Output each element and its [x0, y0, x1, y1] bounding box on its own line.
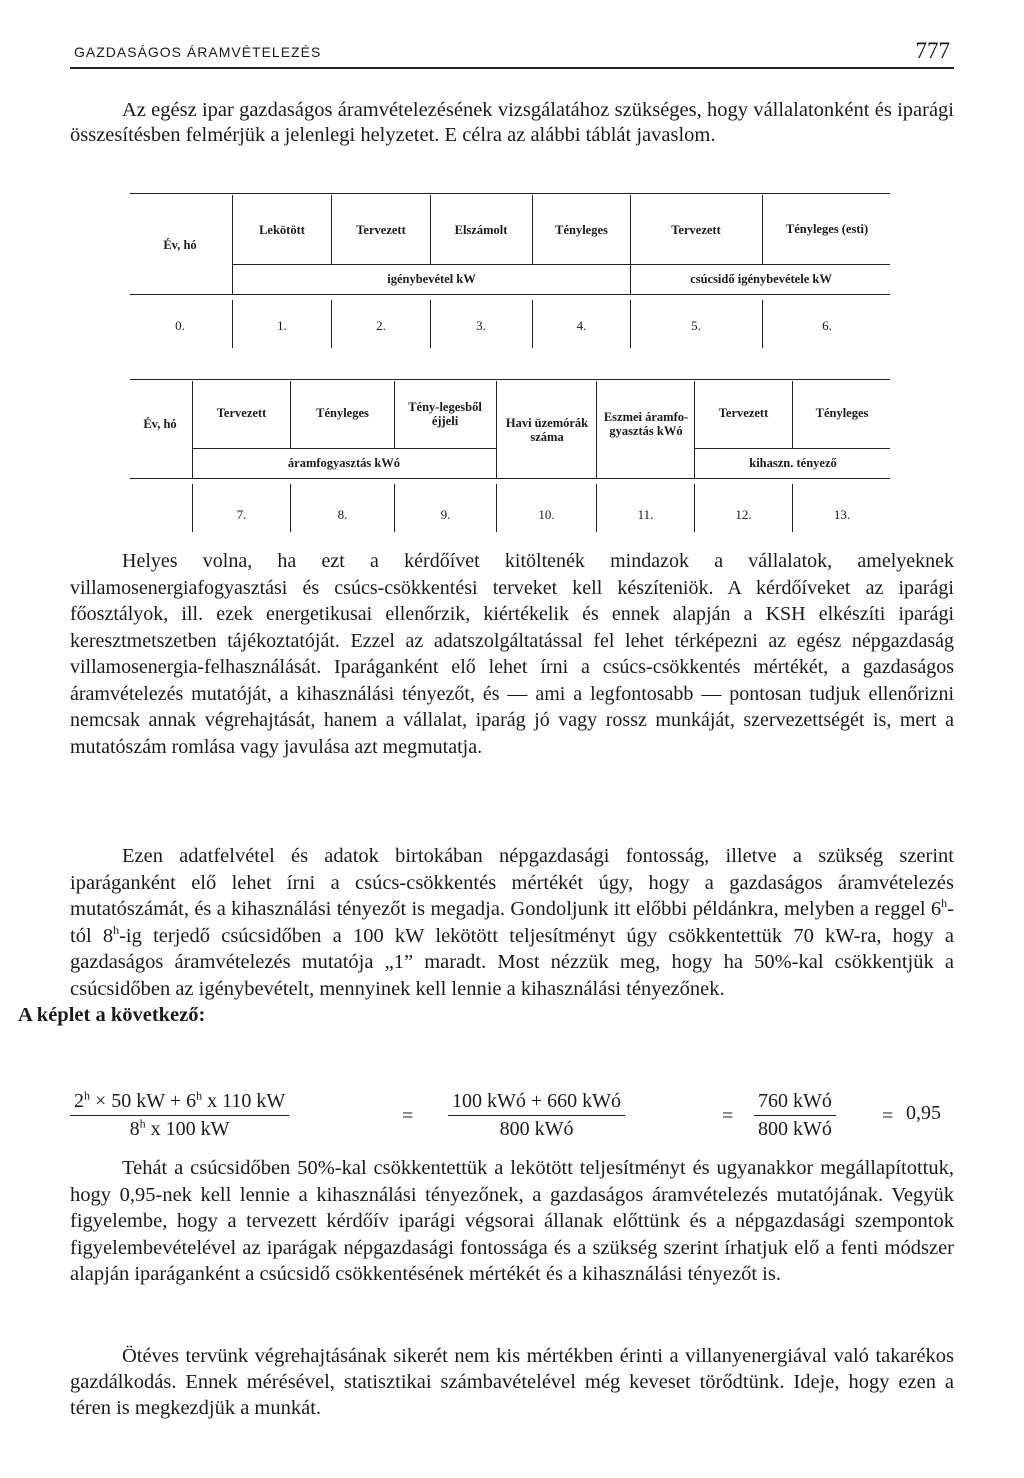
formula-intro: A képlet a következő:: [18, 1004, 206, 1026]
f1-top-b: × 50 kW + 6: [90, 1090, 197, 1112]
fraction-3-numerator: 760 kWó: [754, 1090, 836, 1116]
table2-vline: [792, 484, 793, 532]
paragraph-3-text-c: -ig terjedő csúcsidőben a 100 kW lekötött teljesítményt úgy csökkentettük 70 kW-ra, hogy a gazdaságos áramvételezés mutatója „1” maradt. Most nézzük meg, hogy ha 50%-kal csökkentjük a csúcsidőben az igénybevételt, mennyinek kell lennie a kihasználási tényezőnek.: [70, 924, 954, 1000]
table2-vline: [192, 484, 193, 532]
fraction-3-denominator: 800 kWó: [758, 1118, 832, 1140]
formula-fraction-3: [754, 1090, 836, 1141]
table2-vline: [496, 484, 497, 532]
formula-result: 0,95: [906, 1102, 941, 1124]
table1-header-lekotott: Lekötött: [259, 223, 305, 237]
table2-header-tenyleges-kihaszn: Tényleges: [815, 406, 869, 420]
table2-vline: [596, 484, 597, 532]
table2-header-havi-uzemorak: Havi üzemórák száma: [505, 416, 589, 444]
paragraph-5: Ötéves tervünk végrehajtásának sikerét nem kis mértékben érinti a villanyenergiával való takarékos gazdálkodás. Ennek mérésével, statisztikai számbavételével még keveset törődtünk. Ideje, hogy ezen a téren is megkezdjük a munkát.: [70, 1345, 954, 1419]
f1-bot-b: x 100 kW: [145, 1118, 230, 1140]
table2-header-tenyleges: Tényleges: [316, 406, 369, 420]
fraction-2-numerator: 100 kWó + 660 kWó: [448, 1090, 625, 1116]
table1-col-number: 0.: [175, 318, 185, 333]
table2-header-tenyleges-ejjeli: Tény-legesből éjjeli: [408, 400, 482, 428]
paragraph-2: Helyes volna, ha ezt a kérdőívet kitöltenék mindazok a vállalatok, amelyeknek villamosenergiafogyasztási és csúcs-csökkentési terveket kell készíteniök. A kérdőíveket az iparági főosztályok, ill. ezek energetikusai ellenőrzik, kiértékelik és ennek alapján a KSH elkészíti iparági keresztmetszetben tájékoztatóját. Ezzel az adatszolgáltatással fel lehet térképezni az egész népgazdaság villamosenergia-felhasználását. Iparáganként elő lehet írni a csúcs-csökkentés mértékét, a gazdaságos áramvételezés mutatóját, a kihasználási tényezőt, és — ami a legfontosabb — pontosan tudjuk ellenőrizni nemcsak annak végrehajtását, hanem a vállalat, iparág jó vagy rossz munkáját, szervezettségét is, mert a mutatószám romlása vagy javulása azt megmutatja.: [70, 550, 954, 758]
table2-vline: [596, 381, 597, 478]
table2-header-tervezett-kihaszn: Tervezett: [718, 406, 769, 420]
f1-bot-a: 8: [129, 1118, 140, 1140]
paragraph-3: [18, 843, 954, 1029]
superscript-h: h: [84, 1088, 90, 1103]
equals-sign: =: [882, 1105, 894, 1127]
intro-paragraph: Az egész ipar gazdaságos áramvételezésének vizsgálatához szükséges, hogy vállalatonként és iparági összesítésben felmérjük a jelenlegi helyzetet. E célra az alábbi táblát javaslom.: [70, 99, 954, 146]
table1-header-tenyleges: Tényleges: [555, 223, 608, 237]
table1-col-number: 3.: [476, 318, 486, 333]
superscript-h: h: [941, 896, 948, 911]
table1-header-ev-ho: Év, hó: [163, 238, 197, 252]
table2-vline: [394, 484, 395, 532]
fraction-1-denominator: [70, 1116, 289, 1141]
table1-col-number: 5.: [691, 318, 701, 333]
table2-col-number: 9.: [440, 507, 451, 522]
table2-vline: [694, 484, 695, 532]
table2-col-number: 11.: [637, 507, 654, 522]
equals-sign: =: [402, 1105, 414, 1127]
formula-fraction-2: [448, 1090, 625, 1141]
page-number: 777: [915, 38, 950, 63]
superscript-h: h: [139, 1116, 146, 1131]
table1-col-number: 2.: [376, 318, 386, 333]
table2-vline: [694, 381, 695, 478]
formula: [70, 1090, 970, 1150]
table2-mid-rule-left: [192, 448, 496, 449]
table1-header-tervezett: Tervezett: [356, 223, 406, 237]
fraction-1-numerator: [70, 1090, 289, 1116]
table2-col-number: 7.: [236, 507, 247, 522]
table2-vline: [394, 381, 395, 448]
table1-header-tervezett-csucs: Tervezett: [671, 223, 721, 237]
superscript-h: h: [113, 922, 120, 937]
table2-group-kihaszn: kihaszn. tényező: [749, 456, 837, 470]
table2-col-number: 8.: [337, 507, 348, 522]
table2-vline: [290, 484, 291, 532]
paragraph-3-text-b: -tól 8: [70, 898, 954, 947]
fraction-2-denominator: 800 kWó: [499, 1118, 574, 1140]
f1-top-c: x 110 kW: [202, 1090, 286, 1112]
table2-bottom-rule: [130, 478, 890, 479]
running-title: GAZDASÁGOS ÁRAMVÉTELEZÉS: [74, 44, 322, 60]
table2-vline: [192, 381, 193, 478]
table1-col-number: 1.: [277, 318, 287, 333]
table2-col-number: 10.: [538, 507, 555, 522]
table2-header-ev-ho: Év, hó: [143, 417, 177, 431]
table2-vline: [290, 381, 291, 448]
paragraph-3-text-a: Ezen adatfelvétel és adatok birtokában népgazdasági fontosság, illetve a szükség szerint iparáganként elő lehet írni a csúcs-csökkentés mértékét úgy, hogy a gazdaságos áramvételezés mutatószámát, és a kihasználási tényezőt is megadja. Gondoljunk itt előbbi példánkra, melyben a reggel 6: [70, 845, 954, 920]
table1-header-elszamolt: Elszámolt: [454, 223, 508, 237]
survey-table-2: [0, 0, 1024, 560]
table2-header-eszmei: Eszmei áramfo-gyasztás kWó: [603, 410, 689, 438]
formula-fraction-1: [70, 1090, 289, 1141]
superscript-h: h: [196, 1088, 203, 1103]
table1-group-csucsido: csúcsidő igénybevétele kW: [690, 272, 832, 286]
f1-top-a: 2: [74, 1090, 84, 1112]
table1-header-tenyleges-esti: Tényleges (esti): [785, 222, 869, 236]
table2-mid-rule-right: [694, 448, 890, 449]
table2-col-number: 12.: [735, 507, 752, 522]
table2-top-rule: [130, 379, 890, 380]
table2-header-tervezett: Tervezett: [216, 406, 267, 420]
table1-col-number: 4.: [576, 318, 587, 333]
table2-group-aramfogyasztas: áramfogyasztás kWó: [287, 456, 401, 470]
table1-group-igenybevetel: igénybevétel kW: [387, 272, 476, 286]
equals-sign: =: [722, 1105, 734, 1127]
paragraph-4: Tehát a csúcsidőben 50%-kal csökkentettük a lekötött teljesítményt és ugyanakkor megállapítottuk, hogy 0,95-nek kell lennie a kihasználási tényezőnek, a gazdaságos áramvételezés mutatójának. Vegyük figyelembe, hogy a tervezett kérdőív iparági végsorai állanak előttünk és a népgazdasági szempontok figyelembevételével az iparágak népgazdasági fontossága és a szükség szerint írhatjuk elő a fenti módszer alapján iparáganként a csúcsidő csökkentésének mértékét és a kihasználási tényezőt is.: [70, 1157, 954, 1285]
table2-col-number: 13.: [833, 507, 851, 522]
table2-vline: [792, 381, 793, 448]
table2-vline: [496, 381, 497, 478]
table1-col-number: 6.: [822, 318, 832, 333]
